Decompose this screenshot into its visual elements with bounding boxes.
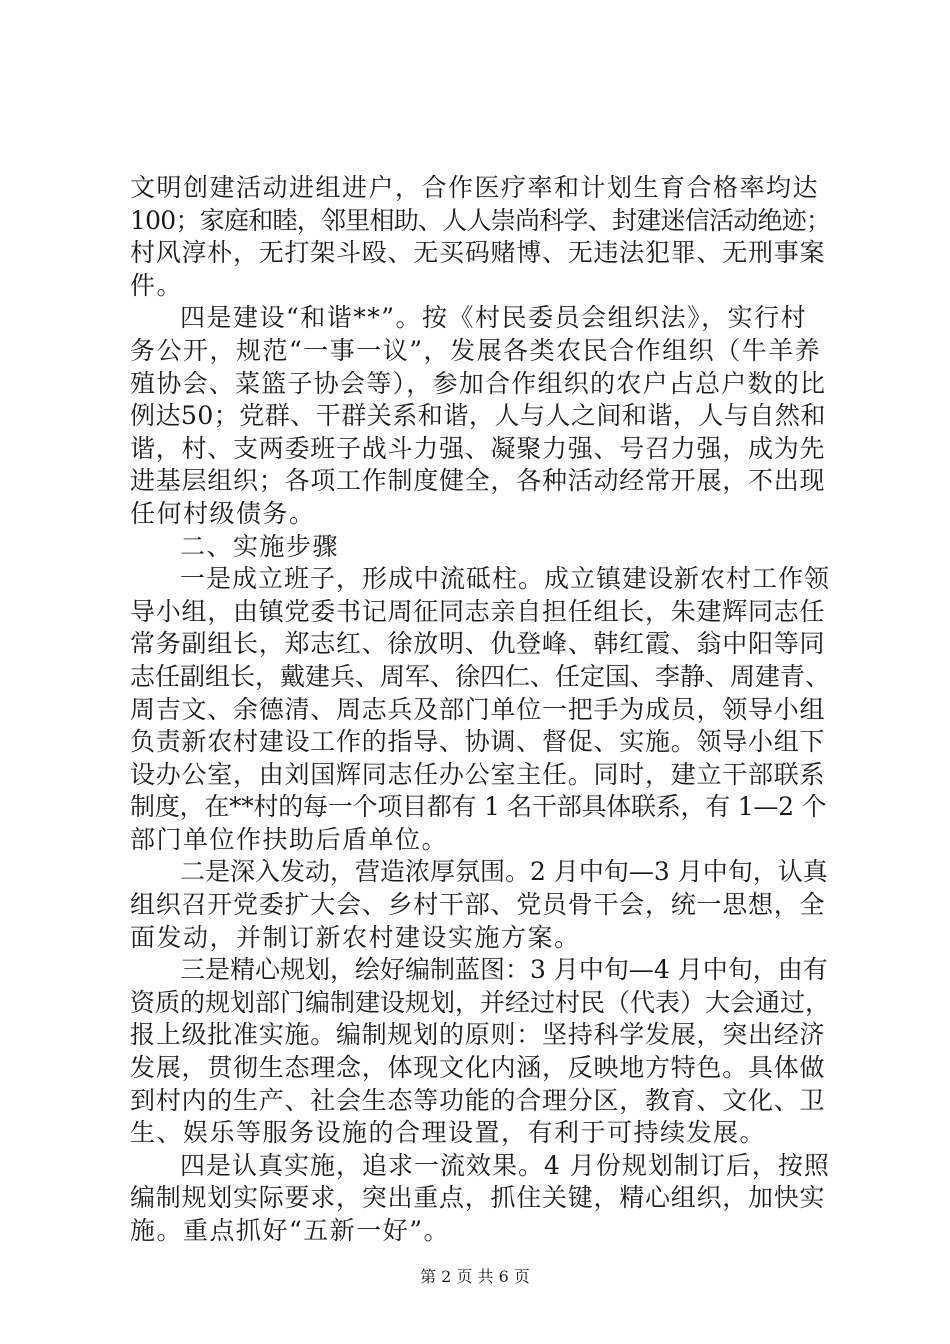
text-line: 编制规划实际要求，突出重点，抓住关键，精心组织，加快实 <box>130 1183 826 1213</box>
text-line: 施。重点抓好“五新一好”。 <box>130 1216 451 1245</box>
text-line: 四是建设“和谐**”。按《村民委员会组织法》，实行村 <box>180 303 808 333</box>
text-line: 生、娱乐等服务设施的合理设置，有利于可持续发展。 <box>130 1118 767 1148</box>
text-line: 村风淳朴，无打架斗殴、无买码赌博、无违法犯罪、无刑事案 <box>130 238 826 268</box>
text-line: 二、实施步骤 <box>180 531 340 561</box>
text-line: 资质的规划部门编制建设规划，并经过村民（代表）大会通过， <box>130 987 831 1017</box>
text-line: 部门单位作扶助后盾单位。 <box>130 824 449 854</box>
text-line: 谐，村、支两委班子战斗力强、凝聚力强、号召力强，成为先 <box>130 433 826 463</box>
text-line: 导小组，由镇党委书记周征同志亲自担任组长，朱建辉同志任 <box>130 596 826 626</box>
text-line: 四是认真实施，追求一流效果。4 月份规划制订后，按照 <box>180 1150 830 1180</box>
text-line: 志任副组长，戴建兵、周军、徐四仁、任定国、李静、周建青、 <box>130 661 831 691</box>
text-line: 文明创建活动进组进户，合作医疗率和计划生育合格率均达 <box>130 173 820 202</box>
text-line: 一是成立班子，形成中流砥柱。成立镇建设新农村工作领 <box>180 564 831 594</box>
text-line: 负责新农村建设工作的指导、协调、督促、实施。领导小组下 <box>130 727 826 757</box>
text-line: 常务副组长，郑志红、徐放明、仇登峰、韩红霞、翁中阳等同 <box>130 629 826 659</box>
text-line: 进基层组织；各项工作制度健全，各种活动经常开展，不出现 <box>130 466 826 496</box>
text-line: 例达50；党群、干群关系和谐，人与人之间和谐，人与自然和 <box>130 401 826 431</box>
text-line: 100；家庭和睦，邻里相助、人人崇尚科学、封建迷信活动绝迹； <box>130 205 831 235</box>
text-line: 面发动，并制订新农村建设实施方案。 <box>130 922 581 952</box>
text-line: 周吉文、余德清、周志兵及部门单位一把手为成员，领导小组 <box>130 694 826 724</box>
text-line: 制度，在**村的每一个项目都有 1 名干部具体联系，有 1—2 个 <box>130 792 827 822</box>
text-line: 到村内的生产、社会生态等功能的合理分区，教育、文化、卫 <box>130 1085 826 1115</box>
text-line: 二是深入发动，营造浓厚氛围。2 月中旬—3 月中旬，认真 <box>180 857 828 887</box>
document-body <box>130 172 830 1248</box>
text-line: 报上级批准实施。编制规划的原则：坚持科学发展，突出经济 <box>130 1020 826 1050</box>
text-line: 发展，贯彻生态理念，体现文化内涵，反映地方特色。具体做 <box>130 1053 826 1083</box>
page-footer: 第 2 页 共 6 页 <box>420 1267 530 1286</box>
text-line: 务公开，规范“一事一议”，发展各类农民合作组织（牛羊养 <box>130 335 822 365</box>
text-line: 件。 <box>130 270 184 300</box>
text-line: 设办公室，由刘国辉同志任办公室主任。同时，建立干部联系 <box>130 759 826 789</box>
text-line: 三是精心规划，绘好编制蓝图：3 月中旬—4 月中旬，由有 <box>180 955 828 985</box>
text-line: 组织召开党委扩大会、乡村干部、党员骨干会，统一思想，全 <box>130 890 826 920</box>
text-line: 殖协会、菜篮子协会等），参加合作组织的农户占总户数的比 <box>130 368 827 398</box>
text-line: 任何村级债务。 <box>130 498 316 528</box>
